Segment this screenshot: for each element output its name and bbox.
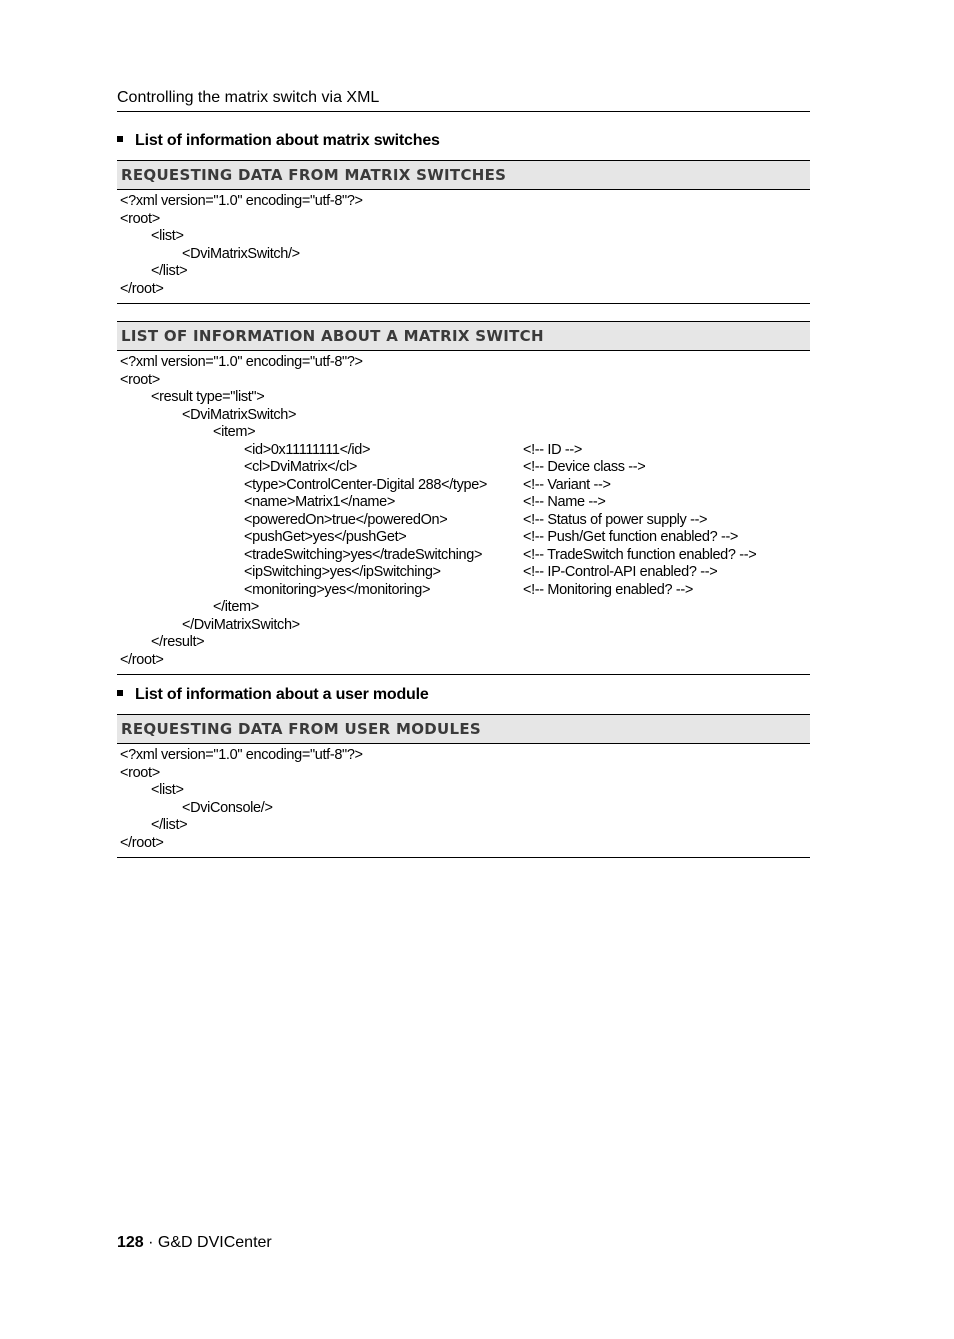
code-line (120, 529, 810, 547)
code-comment: <!-- Status of power supply --> (523, 511, 708, 528)
code-text: <cl>DviMatrix</cl> (244, 459, 357, 475)
code-line (120, 652, 810, 670)
code-comment: <!-- Push/Get function enabled? --> (523, 529, 739, 545)
code-line (120, 782, 810, 800)
code-comment: <!-- Device class --> (523, 459, 646, 475)
footer-separator: · (143, 1234, 158, 1251)
code-line (120, 747, 810, 765)
code-box-heading: LIST OF INFORMATION ABOUT A MATRIX SWITCH (117, 321, 810, 351)
code-text: <poweredOn>true</poweredOn> (244, 511, 448, 528)
code-line (120, 617, 810, 635)
code-text: <?xml version="1.0" encoding="utf-8"?> (120, 193, 363, 209)
code-block (117, 351, 810, 674)
code-line (120, 193, 810, 211)
code-line (120, 582, 810, 600)
code-line (120, 835, 810, 853)
code-text: <DviConsole/> (182, 799, 273, 816)
code-line (120, 372, 810, 390)
code-text: <DviMatrixSwitch> (182, 406, 297, 423)
code-comment: <!-- TradeSwitch function enabled? --> (523, 546, 757, 563)
code-line (120, 547, 810, 565)
code-text: </item> (213, 599, 259, 615)
section-bullet-user-module (117, 686, 810, 704)
code-text: <name>Matrix1</name> (244, 494, 395, 510)
code-text: <item> (213, 424, 256, 440)
code-comment: <!-- IP-Control-API enabled? --> (523, 564, 718, 580)
code-text: <monitoring>yes</monitoring> (244, 581, 431, 598)
code-box-heading: REQUESTING DATA FROM MATRIX SWITCHES (117, 160, 810, 190)
code-box-heading: REQUESTING DATA FROM USER MODULES (117, 714, 810, 744)
code-text: <DviMatrixSwitch/> (182, 245, 300, 262)
code-text: </result> (151, 634, 205, 650)
code-block (117, 744, 810, 857)
code-line (120, 599, 810, 617)
code-text: <?xml version="1.0" encoding="utf-8"?> (120, 354, 363, 370)
code-text: <?xml version="1.0" encoding="utf-8"?> (120, 747, 363, 763)
code-text: <pushGet>yes</pushGet> (244, 529, 407, 545)
code-line (120, 228, 810, 246)
code-text: <root> (120, 371, 160, 388)
code-text: </list> (151, 263, 188, 279)
code-box-requesting-matrix-switches (117, 160, 810, 304)
code-text: <tradeSwitching>yes</tradeSwitching> (244, 546, 483, 563)
bullet-text: List of information about matrix switches (135, 132, 440, 149)
code-comment: <!-- Name --> (523, 494, 606, 510)
code-line (120, 477, 810, 495)
code-line (120, 494, 810, 512)
code-line (120, 281, 810, 299)
code-box-matrix-switch-info (117, 321, 810, 675)
code-line (120, 407, 810, 425)
bullet-square-icon (117, 690, 123, 696)
code-text: <root> (120, 764, 160, 781)
code-line (120, 765, 810, 783)
code-line (120, 389, 810, 407)
code-line (120, 354, 810, 372)
code-line (120, 817, 810, 835)
code-text: </root> (120, 280, 164, 297)
code-text: <list> (151, 782, 184, 798)
section-bullet-matrix-switches (117, 132, 810, 150)
code-line (120, 564, 810, 582)
code-text: </DviMatrixSwitch> (182, 616, 300, 633)
code-line (120, 424, 810, 442)
code-text: <type>ControlCenter-Digital 288</type> (244, 476, 488, 493)
code-line (120, 263, 810, 281)
code-line (120, 459, 810, 477)
code-text: <result type="list"> (151, 389, 265, 405)
code-text: <root> (120, 210, 160, 227)
code-text: </list> (151, 817, 188, 833)
running-header: Controlling the matrix switch via XML (117, 89, 810, 112)
code-line (120, 211, 810, 229)
code-block (117, 190, 810, 303)
bullet-text: List of information about a user module (135, 686, 429, 703)
code-line (120, 442, 810, 460)
page-footer (117, 1234, 272, 1252)
code-comment: <!-- Monitoring enabled? --> (523, 581, 693, 598)
code-text: <id>0x11111111</id> (244, 441, 371, 458)
bullet-square-icon (117, 136, 123, 142)
code-text: </root> (120, 651, 164, 668)
footer-doc-title: G&D DVICenter (157, 1234, 272, 1251)
code-comment: <!-- ID --> (523, 441, 582, 458)
code-line (120, 512, 810, 530)
page-number: 128 (117, 1234, 144, 1251)
code-text: <ipSwitching>yes</ipSwitching> (244, 564, 441, 580)
code-box-requesting-user-modules (117, 714, 810, 858)
code-comment: <!-- Variant --> (523, 476, 611, 493)
code-text: <list> (151, 228, 184, 244)
code-text: </root> (120, 834, 164, 851)
code-line (120, 246, 810, 264)
code-line (120, 800, 810, 818)
code-line (120, 634, 810, 652)
